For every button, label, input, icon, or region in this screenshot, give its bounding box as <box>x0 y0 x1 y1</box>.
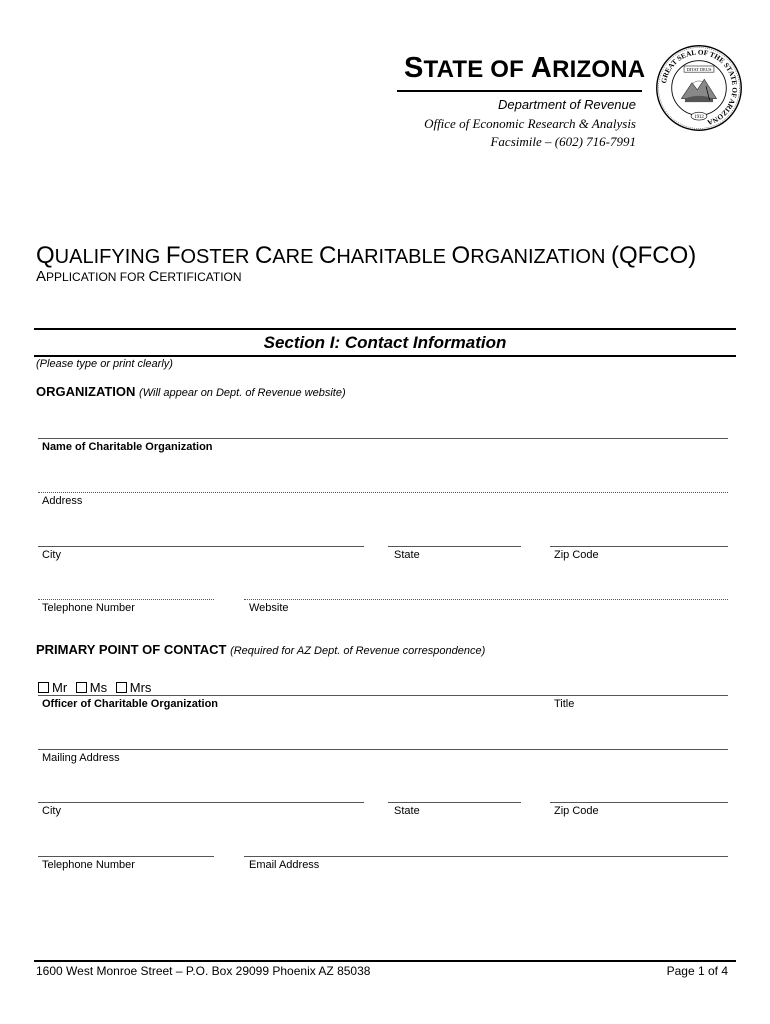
salutation-options <box>38 680 151 695</box>
state-title <box>404 52 645 85</box>
contact-telephone-field[interactable] <box>38 856 214 857</box>
state-title-cap-1: S <box>404 52 424 84</box>
state-seal-icon <box>655 44 743 132</box>
page-number: Page 1 of 4 <box>666 964 728 978</box>
form-title <box>36 242 696 270</box>
print-instruction: (Please type or print clearly) <box>36 358 173 370</box>
form-title-cap-5: (QFCO) <box>610 242 697 269</box>
salutation-mrs-label: Mrs <box>129 680 152 695</box>
form-title-rest-3: HARITABLE <box>336 246 452 268</box>
state-title-rest-1: TATE OF <box>423 56 525 83</box>
header-divider <box>397 90 642 92</box>
contact-heading-text: PRIMARY POINT OF CONTACT <box>36 642 227 657</box>
org-zip-label: Zip Code <box>554 549 599 561</box>
section-title: Section I: Contact Information <box>263 333 507 352</box>
form-title-rest-4: RGANIZATION <box>470 246 611 268</box>
form-title-cap-3: C <box>318 242 337 269</box>
contact-city-field[interactable] <box>38 802 364 803</box>
salutation-mr-checkbox[interactable] <box>38 682 49 693</box>
org-website-field[interactable] <box>244 599 728 600</box>
form-title-rest-1: OSTER <box>180 246 255 268</box>
contact-heading-note: (Required for AZ Dept. of Revenue correspondence) <box>230 645 486 657</box>
form-subtitle-rest-1: ERTIFICATION <box>159 270 242 284</box>
org-zip-field[interactable] <box>550 546 728 547</box>
org-telephone-field[interactable] <box>38 599 214 600</box>
contact-zip-field[interactable] <box>550 802 728 803</box>
seal-year: 1912 <box>694 114 704 120</box>
org-state-field[interactable] <box>388 546 521 547</box>
contact-state-label: State <box>394 805 420 817</box>
form-subtitle <box>36 268 242 285</box>
salutation-ms-checkbox[interactable] <box>76 682 87 693</box>
org-website-label: Website <box>249 602 289 614</box>
org-city-field[interactable] <box>38 546 364 547</box>
form-subtitle-cap-0: A <box>36 268 47 285</box>
organization-heading-text: ORGANIZATION <box>36 384 136 399</box>
salutation-ms-label: Ms <box>89 680 108 695</box>
facsimile-number: Facsimile – (602) 716-7991 <box>490 134 636 149</box>
mailing-address-field[interactable] <box>38 749 728 750</box>
officer-label: Officer of Charitable Organization <box>42 698 219 710</box>
contact-city-label: City <box>42 805 61 817</box>
org-address-field[interactable] <box>38 492 728 493</box>
org-name-label: Name of Charitable Organization <box>42 441 213 453</box>
form-title-cap-1: F <box>165 242 181 269</box>
form-title-cap-0: Q <box>36 242 55 269</box>
section-bottom-rule <box>34 355 736 357</box>
seal-motto: DITAT DEUS <box>686 66 712 72</box>
officer-field[interactable] <box>38 695 728 696</box>
form-title-rest-2: ARE <box>272 246 319 268</box>
footer-rule <box>34 960 736 962</box>
state-title-rest-2: RIZONA <box>552 56 646 83</box>
form-title-rest-0: UALIFYING <box>54 246 166 268</box>
mailing-address-label: Mailing Address <box>42 752 120 764</box>
contact-email-field[interactable] <box>244 856 728 857</box>
form-subtitle-rest-0: PPLICATION FOR <box>46 270 149 284</box>
org-address-label: Address <box>42 495 83 507</box>
organization-heading-note: (Will appear on Dept. of Revenue website) <box>139 387 346 399</box>
department-name: Department of Revenue <box>497 97 636 112</box>
state-title-cap-2: A <box>530 52 553 84</box>
form-title-cap-2: C <box>254 242 273 269</box>
org-name-field[interactable] <box>38 438 728 439</box>
title-label: Title <box>554 698 575 710</box>
contact-heading <box>36 642 485 657</box>
form-subtitle-cap-1: C <box>148 268 160 285</box>
salutation-mrs-checkbox[interactable] <box>116 682 127 693</box>
contact-zip-label: Zip Code <box>554 805 599 817</box>
org-telephone-label: Telephone Number <box>42 602 135 614</box>
salutation-mr-label: Mr <box>52 680 68 695</box>
organization-heading <box>36 384 346 399</box>
contact-state-field[interactable] <box>388 802 521 803</box>
contact-telephone-label: Telephone Number <box>42 859 135 871</box>
form-title-cap-4: O <box>451 242 471 269</box>
section-top-rule <box>34 328 736 330</box>
office-name: Office of Economic Research & Analysis <box>424 116 636 131</box>
footer-address: 1600 West Monroe Street – P.O. Box 29099 Phoenix AZ 85038 <box>36 964 371 978</box>
org-city-label: City <box>42 549 61 561</box>
org-state-label: State <box>394 549 420 561</box>
seal-ring-text: GREAT SEAL OF THE STATE OF ARIZONA <box>659 48 739 127</box>
contact-email-label: Email Address <box>249 859 320 871</box>
